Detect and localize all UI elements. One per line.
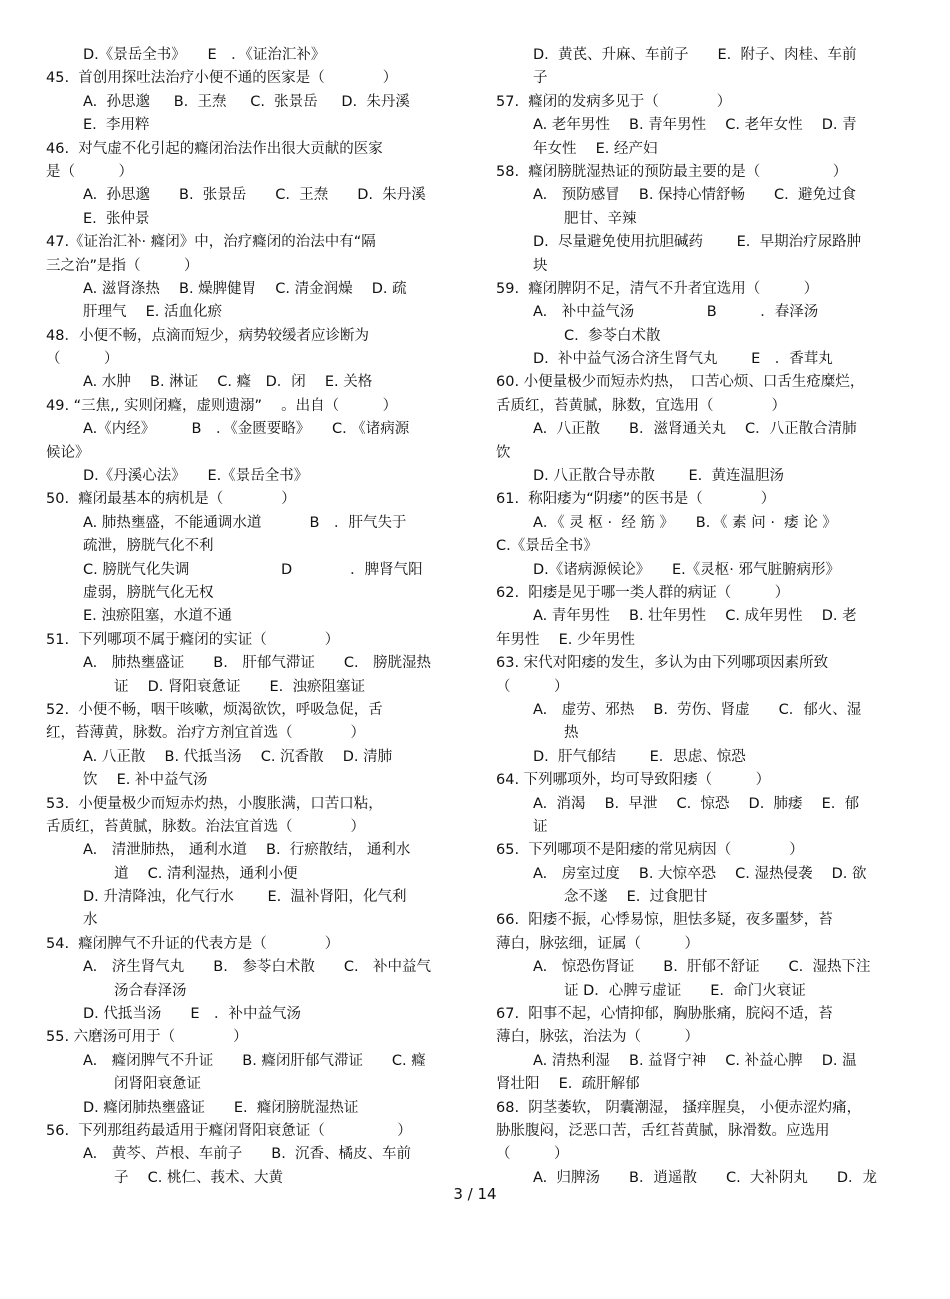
question-line: 三之治”是指（ ） bbox=[46, 257, 199, 274]
question-line: 45. 首创用探吐法治疗小便不通的医家是（ ） bbox=[46, 70, 398, 87]
question-line: A.《内经》 B ．《金匮要略》 C. 《诸病源 bbox=[83, 421, 410, 438]
question-line: 54. 癃闭脾气不升证的代表方是（ ） bbox=[46, 935, 340, 952]
question-line: 53. 小便量极少而短赤灼热，小腹胀满，口苦口粘， bbox=[46, 795, 383, 812]
question-line: A. 八正散 B. 代抵当汤 C. 沉香散 D. 清肺 bbox=[83, 748, 393, 765]
question-line: 46. 对气虚不化引起的癃闭治法作出很大贡献的医家 bbox=[46, 140, 383, 157]
question-line: 51. 下列哪项不属于癃闭的实证（ ） bbox=[46, 631, 340, 648]
question-line: A. 滋肾涤热 B. 燥脾健胃 C. 清金润燥 D. 疏 bbox=[83, 280, 407, 297]
question-line: （ ） bbox=[496, 1146, 569, 1163]
question-line: A. 虚劳、邪热 B. 劳伤、肾虚 C．郁火、湿 bbox=[533, 701, 862, 718]
question-line: D. 八正散合导赤散 E. 黄连温胆汤 bbox=[533, 468, 784, 485]
question-line: A. 青年男性 B. 壮年男性 C. 成年男性 D. 老 bbox=[533, 608, 857, 625]
question-line: C. 参苓白术散 bbox=[564, 327, 661, 344]
question-line: D. 黄芪、升麻、车前子 E. 附子、肉桂、车前 bbox=[533, 47, 857, 63]
question-line: D. 升清降浊，化气行水 E. 温补肾阳，化气利 bbox=[83, 889, 407, 906]
question-line: A. 孙思邈 B. 王焘 C. 张景岳 D. 朱丹溪 bbox=[83, 93, 410, 110]
question-line: 证 D．心脾亏虚证 E. 命门火衰证 bbox=[564, 982, 806, 999]
question-line: 证 D. 肾阳衰惫证 E. 浊瘀阻塞证 bbox=[114, 678, 365, 695]
question-line: 48．小便不畅，点滴而短少，病势较缓者应诊断为 bbox=[46, 327, 369, 344]
question-line: 红，苔薄黄，脉数。治疗方剂宜首选（ ） bbox=[46, 725, 365, 742]
question-line: A. 济生肾气丸 B. 参苓白术散 C. 补中益气 bbox=[83, 959, 432, 976]
question-line: 50. 癃闭最基本的病机是（ ） bbox=[46, 491, 296, 508]
question-line: A. 肺热壅盛证 B. 肝郁气滞证 C. 膀胱湿热 bbox=[83, 655, 432, 672]
question-line: 胁胀腹闷，泛恶口苦，舌红苔黄腻，脉滑数。应选用 bbox=[496, 1122, 830, 1139]
question-line: 47.《证治汇补· 癃闭》中，治疗癃闭的治法中有“隔 bbox=[46, 234, 376, 251]
question-line: D. 肝气郁结 E．思虑、惊恐 bbox=[533, 748, 746, 765]
question-line: 49. “三焦,, 实则闭癃，虚则遗溺” 。出自（ ） bbox=[46, 397, 398, 414]
question-line: 58. 癃闭膀胱湿热证的预防最主要的是（ ） bbox=[496, 163, 848, 180]
question-line: 虚弱，膀胱气化无权 bbox=[83, 584, 214, 601]
question-line: 60. 小便量极少而短赤灼热， 口苦心烦、口舌生疮糜烂， bbox=[496, 374, 865, 391]
question-line: A. 肺热壅盛，不能通调水道 B ．肝气失于 bbox=[83, 514, 407, 531]
question-line: D.《景岳全书》 E ．《证治汇补》 bbox=[83, 47, 326, 63]
question-line: 年男性 E. 少年男性 bbox=[496, 631, 635, 648]
question-line: 57. 癃闭的发病多见于（ ） bbox=[496, 93, 732, 110]
question-line: 61. 称阳痿为“阴痿”的医书是（ ） bbox=[496, 491, 776, 508]
question-line: 肝理气 E. 活血化瘀 bbox=[83, 304, 222, 321]
question-line: A. 归脾汤 B．逍遥散 C. 大补阴丸 D．龙 bbox=[533, 1169, 878, 1186]
question-line: 52. 小便不畅，咽干咳嗽，烦渴欲饮，呼吸急促，舌 bbox=[46, 701, 383, 718]
question-line: 62. 阳痿是见于哪一类人群的病证（ ） bbox=[496, 584, 790, 601]
question-line: 64. 下列哪项外，均可导致阳痿（ ） bbox=[496, 772, 771, 789]
question-line: 是（ ） bbox=[46, 163, 133, 180]
question-line: 块 bbox=[533, 257, 548, 274]
question-line: 舌质红，苔黄腻，脉数。治法宜首选（ ） bbox=[46, 818, 365, 835]
question-line: A. 黄芩、芦根、车前子 B. 沉香、橘皮、车前 bbox=[83, 1146, 412, 1163]
question-line: A. 房室过度 B. 大惊卒恐 C. 湿热侵袭 D. 欲 bbox=[533, 865, 867, 882]
question-line: A. 水肿 B. 淋证 C. 癃 D．闭 E. 关格 bbox=[83, 374, 373, 391]
question-line: D. 癃闭肺热壅盛证 E. 癃闭膀胱湿热证 bbox=[83, 1099, 359, 1116]
question-line: 汤合春泽汤 bbox=[114, 982, 187, 999]
question-line: 63. 宋代对阳痿的发生，多认为由下列哪项因素所致 bbox=[496, 655, 829, 672]
question-line: 56. 下列那组药最适用于癃闭肾阳衰惫证（ ） bbox=[46, 1122, 412, 1139]
question-line: A. 消渴 B. 早泄 C. 惊恐 D. 肺痿 E. 郁 bbox=[533, 795, 860, 812]
question-line: 念不遂 E. 过食肥甘 bbox=[564, 889, 708, 906]
question-line: D. 代抵当汤 E ．补中益气汤 bbox=[83, 1006, 302, 1023]
question-line: E. 浊瘀阻塞，水道不通 bbox=[83, 608, 232, 625]
right-column bbox=[496, 44, 904, 1190]
question-line: A. 预防感冒 B. 保持心情舒畅 C. 避免过食 bbox=[533, 187, 856, 204]
question-line: A. 清泄肺热， 通利水道 B. 行瘀散结， 通利水 bbox=[83, 842, 411, 859]
question-line: 薄白，脉弦细，证属（ ） bbox=[496, 935, 699, 952]
question-line: E. 张仲景 bbox=[83, 210, 150, 227]
question-line: 舌质红，苔黄腻，脉数，宜选用（ ） bbox=[496, 397, 786, 414]
question-line: 候论》 bbox=[46, 444, 90, 461]
question-line: 68. 阴茎萎软， 阴囊潮湿， 搔痒腥臭， 小便赤涩灼痛， bbox=[496, 1099, 862, 1116]
question-line: 道 C. 清利湿热，通利小便 bbox=[114, 865, 298, 882]
question-line: D.《丹溪心法》 E.《景岳全书》 bbox=[83, 468, 309, 485]
question-line: A. 孙思邈 B. 张景岳 C. 王焘 D. 朱丹溪 bbox=[83, 187, 426, 204]
question-line: E. 李用粹 bbox=[83, 117, 150, 134]
question-line: 55. 六磨汤可用于（ ） bbox=[46, 1029, 248, 1046]
question-line: 肾壮阳 E. 疏肝解郁 bbox=[496, 1076, 640, 1093]
question-line: 水 bbox=[83, 912, 98, 929]
question-line: A. 八正散 B．滋肾通关丸 C．八正散合清肺 bbox=[533, 421, 857, 438]
question-line: A. 惊恐伤肾证 B. 肝郁不舒证 C. 湿热下注 bbox=[533, 959, 871, 976]
question-line: A. 老年男性 B. 青年男性 C. 老年女性 D. 青 bbox=[533, 117, 857, 134]
question-line: 65. 下列哪项不是阳痿的常见病因（ ） bbox=[496, 842, 804, 859]
question-line: 闭肾阳衰惫证 bbox=[114, 1076, 201, 1093]
question-line: A．《 灵 枢 · 经 筋 》 B．《 素 问 · 痿 论 》 bbox=[533, 514, 837, 531]
question-line: 饮 E. 补中益气汤 bbox=[83, 772, 208, 789]
question-line: C. 膀胱气化失调 D ．脾肾气阳 bbox=[83, 561, 423, 578]
question-line: 67. 阳事不起，心情抑郁，胸胁胀痛，脘闷不适，苔 bbox=[496, 1006, 833, 1023]
question-line: 肥甘、辛辣 bbox=[564, 210, 637, 227]
page-number: 3 / 14 bbox=[453, 1185, 497, 1203]
question-line: 薄白，脉弦，治法为（ ） bbox=[496, 1029, 699, 1046]
question-line: 子 C. 桃仁、莪术、大黄 bbox=[114, 1169, 283, 1186]
question-line: 59. 癃闭脾阴不足，清气不升者宜选用（ ） bbox=[496, 280, 819, 297]
question-line: 证 bbox=[533, 818, 548, 835]
question-line: D. 补中益气汤合济生肾气丸 E ．香茸丸 bbox=[533, 351, 833, 368]
question-line: C.《景岳全书》 bbox=[496, 538, 598, 555]
question-line: 年女性 E. 经产妇 bbox=[533, 140, 658, 157]
question-line: （ ） bbox=[46, 351, 119, 368]
left-column bbox=[46, 44, 462, 1190]
question-line: A. 补中益气汤 B ．春泽汤 bbox=[533, 304, 819, 321]
question-line: D. 尽量避免使用抗胆碱药 E. 早期治疗尿路肿 bbox=[533, 234, 862, 251]
question-line: 子 bbox=[533, 70, 548, 87]
question-line: （ ） bbox=[496, 678, 569, 695]
question-line: A. 癃闭脾气不升证 B. 癃闭肝郁气滞证 C. 癃 bbox=[83, 1052, 426, 1069]
question-line: 饮 bbox=[496, 444, 511, 461]
question-line: 66. 阳痿不振，心悸易惊，胆怯多疑，夜多噩梦，苔 bbox=[496, 912, 833, 929]
question-line: A. 清热利湿 B. 益肾宁神 C. 补益心脾 D. 温 bbox=[533, 1052, 857, 1069]
question-line: D.《诸病源候论》 E.《灵枢· 邪气脏腑病形》 bbox=[533, 561, 841, 578]
question-line: 热 bbox=[564, 725, 579, 742]
question-line: 疏泄，膀胱气化不利 bbox=[83, 538, 214, 555]
